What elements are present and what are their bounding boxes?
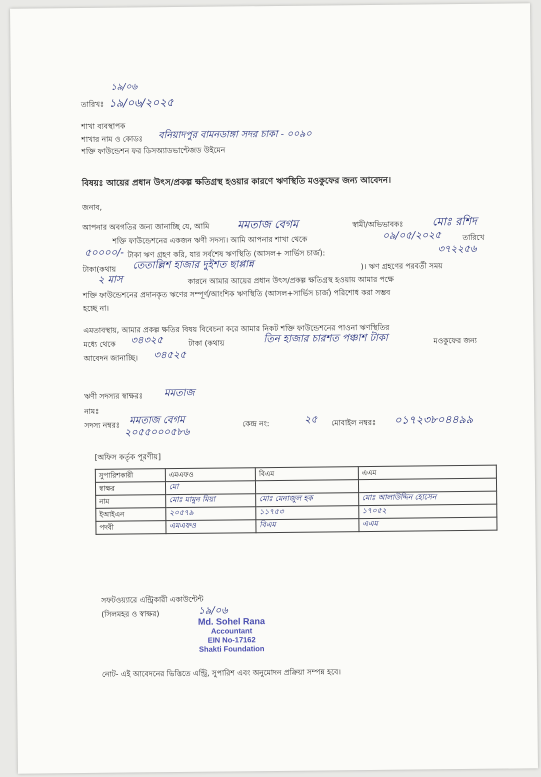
member-id-number: ২০৫৫০০০৫৮৬ [124,426,190,439]
to-line3: শক্তি ফাউন্ডেশন ফর ডিসঅ্যাডভান্টেজড উইমেন [81,145,226,157]
table-cell: মোঃ আলাউদ্দিন হোসেন [358,491,496,505]
office-approval-table [95,465,498,535]
table-row [96,517,497,534]
approval-line1: সফটওয়্যারে এন্ট্রিকারী একাউন্টেন্ট [101,594,204,605]
date-value: ১৯/০৬/২০২৫ [108,96,174,110]
body1-text9: শক্তি ফাউন্ডেশনের প্রদানকৃত ঋণের সম্পূর্ণ/আংশিক ঋণস্থিতি (আসল+সার্ভিস চার্জ) পরিশোধ করা সম্ভব [82,287,391,300]
stamp-ein: EIN No-17162 [207,635,256,645]
mobile-number: ০১৭২৩৮০৪৪৯৯ [394,412,473,427]
table-cell: বিএম [256,519,359,533]
subject: বিষয়ঃ আয়ের প্রধান উৎস/প্রকল্প ক্ষতিগ্রস্থ হওয়ার কারণে ঋণস্থিতি মওকুফের জন্য আবেদন। [81,175,392,190]
approval-line2: (সিলমহর ও স্বাক্ষর) [101,609,160,619]
body1-text2: স্বামী/অভিভাবকঃ [352,219,404,230]
applicant-name: মমতাজ বেগম [237,217,299,232]
table-cell: এএম [359,517,497,531]
table-cell: এমএফও [166,520,256,534]
body2-text4: মওকুফের জন্য [433,335,477,346]
table-cell: ১১৭৫৩ [256,506,359,520]
center-label: কেন্দ্র নং: [242,419,270,429]
applied-amount: ৩৪৫২৫ [153,349,187,362]
office-heading: [অফিস কর্তৃক পূরণীয়] [94,452,161,462]
loan-amount: ৫০০০০/- [84,247,124,259]
stamp-org: Shakti Foundation [198,644,265,654]
table-cell: ১৭০৫২ [359,504,497,518]
date-note-handwritten: ১৯/০৬ [110,82,138,93]
to-line1: শাখা ব্যবস্থাপক [81,121,126,132]
mobile-label: মোবাইল নম্বরঃ [331,417,377,428]
row-label: স্বাক্ষর [95,482,165,496]
row-label: পদবী [96,521,166,535]
body2-text1: এমতাবস্থায়, আমার প্রকল্প ক্ষতির বিষয় বিবেচনা করে আমার নিকট শক্তি ফাউন্ডেশনের পাওনা ঋণস্থিতির [83,322,390,335]
accountant-stamp [176,616,286,654]
guardian-name: মোঃ রশিদ [432,214,477,229]
body2-text3: টাকা (কথায় [188,338,225,348]
waiver-in-words: তিন হাজার চারশত পঞ্চাশ টাকা [263,332,388,346]
table-cell [256,480,359,494]
table-header-cell: এমএফও [165,468,255,482]
loan-balance: ৩৭২২৫৬ [437,243,477,256]
stamp-title: Accountant [210,626,253,636]
row-label: ইআইএন [96,508,166,522]
body1-text10: হচ্ছে না। [83,303,109,313]
table-cell: মোঃ মেনাজুল হক [256,493,359,507]
application-form-page [10,3,538,773]
table-cell: মো [165,481,255,495]
waiver-amount: ৩৪৩২৫ [130,335,164,347]
body1-text4: তারিখে [462,232,485,243]
row-label: নাম [96,495,166,509]
body2-text2: মধ্যে থেকে [83,339,116,349]
table-header-cell: এএম [358,465,496,479]
date-label: তারিখঃ [80,99,105,110]
approval-date: ১৯/০৬ [198,605,228,617]
stamp-name: Md. Sohel Rana [197,616,265,627]
to-branch-label: শাখার নাম ও কোডঃ [81,134,143,145]
table-cell: মোঃ মামুন মিয়া [166,494,256,508]
body1-text7: )। ঋণ গ্রহণের পরবর্তী সময় [360,261,443,272]
member-signature-label: ঋণী সদস্যর স্বাক্ষরঃ [84,391,143,401]
balance-in-words: তেতাল্লিশ হাজার দুইশত ছাপ্পান্ন [132,259,254,272]
months-affected: ২ মাস [97,274,123,286]
member-signature: মমতাজ [163,387,195,400]
footer-note: নোট- এই আবেদনের ভিত্তিতে এন্ট্রি, সুপারিশ এবং অনুমোদন প্রক্রিয়া সম্পন্ন হবে। [101,667,342,679]
body1-text8: কারনে আমার আয়ের প্রধান উৎস/প্রকল্প ক্ষতিগ্রস্থ হওয়ায় আমার পক্ষে [187,274,394,286]
table-cell: ২০৫৭৯ [166,507,256,521]
member-id-label: সদস্য নম্বরঃ [84,420,120,430]
branch-name-code: বনিয়াদপুর বামনডাঙ্গা সদর চাকা - ০০৯০ [158,128,312,142]
body1-text1: আপনার অবগতির জন্য জানাচ্ছি যে, আমি [82,221,210,232]
member-name-label: নামঃ [84,406,100,416]
member-name-value: মমতাজ বেগম [129,414,185,427]
body1-text5: টাকা ঋণ গ্রহণ করি, যার সর্বশেষ ঋণস্থিতি (আসল+ সার্ভিস চার্জ): [127,248,326,260]
table-header-cell: সুপারিশকারী [95,469,165,483]
loan-date: ০৯/০৫/২০২৫ [382,230,442,242]
salutation: জনাব, [82,202,103,212]
body1-text6: টাকা(কথায় [82,264,117,274]
body1-text3: শক্তি ফাউন্ডেশনের একজন ঋণী সদস্য। আমি আপনার শাখা থেকে [112,234,308,246]
table-header-cell: বিএম [255,467,358,481]
body2-text5: আবেদন জানাচ্ছি। [83,353,138,363]
center-number: ২৫ [304,414,318,426]
